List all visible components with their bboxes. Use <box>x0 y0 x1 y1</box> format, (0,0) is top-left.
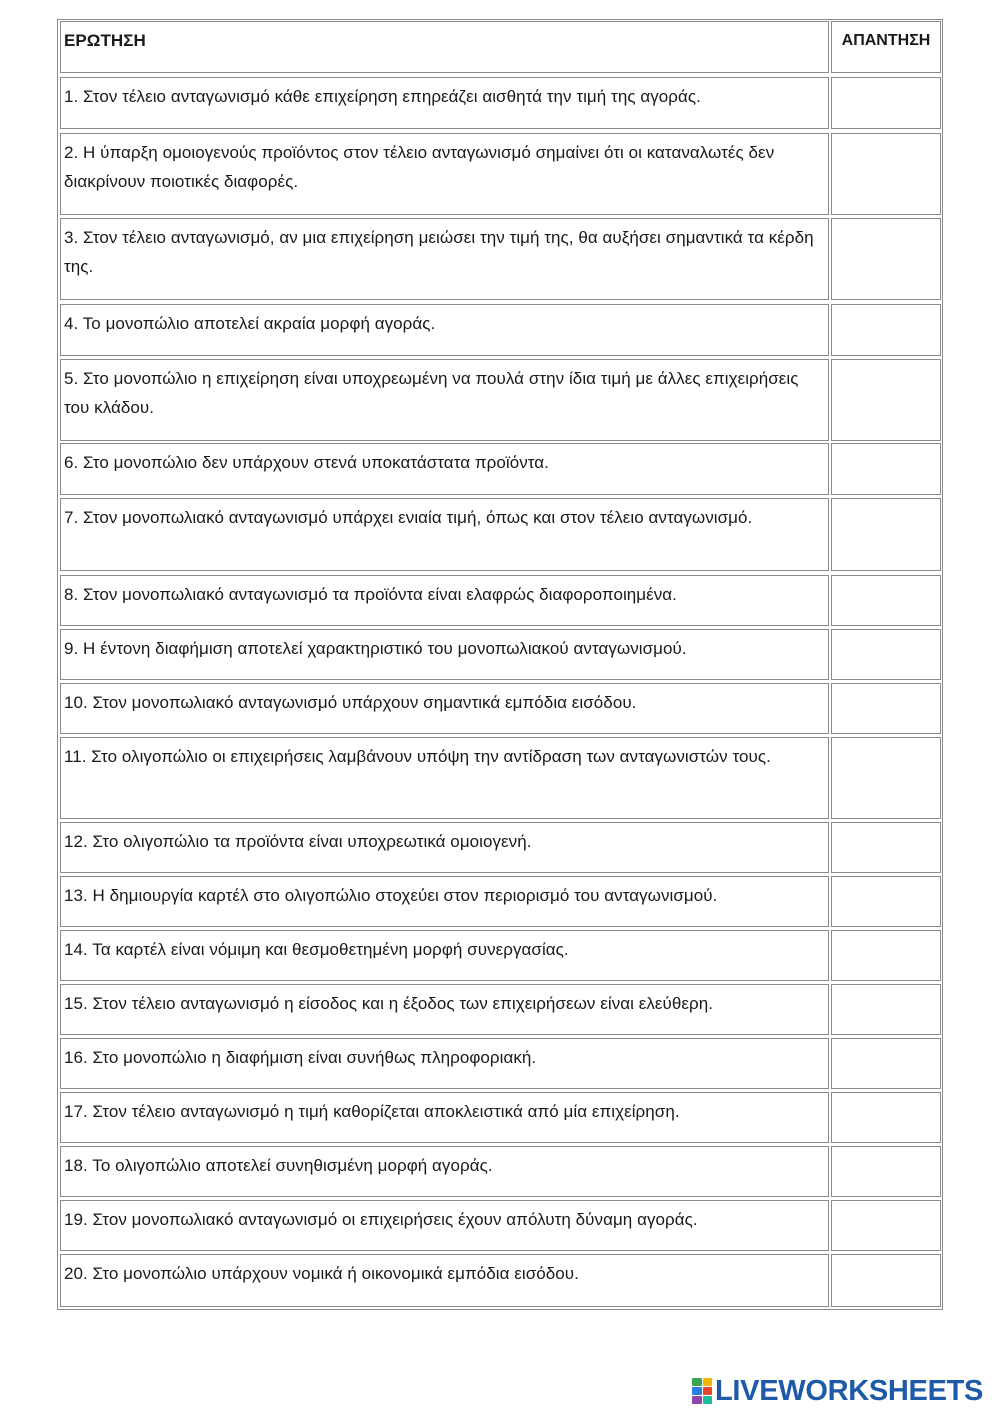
answer-cell-3[interactable] <box>831 218 941 300</box>
liveworksheets-logo <box>692 1376 983 1406</box>
answer-cell-18[interactable] <box>831 1146 941 1197</box>
answer-cell-20[interactable] <box>831 1254 941 1307</box>
question-cell-20: 20. Στο μονοπώλιο υπάρχουν νομικά ή οικονομικά εμπόδια εισόδου. <box>60 1254 829 1307</box>
answer-column-header: ΑΠΑΝΤΗΣΗ <box>831 21 941 73</box>
question-cell-17: 17. Στον τέλειο ανταγωνισμό η τιμή καθορίζεται αποκλειστικά από μία επιχείρηση. <box>60 1092 829 1143</box>
question-cell-11: 11. Στο ολιγοπώλιο οι επιχειρήσεις λαμβάνουν υπόψη την αντίδραση των ανταγωνιστών τους. <box>60 737 829 819</box>
answer-cell-9[interactable] <box>831 629 941 680</box>
answer-cell-17[interactable] <box>831 1092 941 1143</box>
question-cell-19: 19. Στον μονοπωλιακό ανταγωνισμό οι επιχειρήσεις έχουν απόλυτη δύναμη αγοράς. <box>60 1200 829 1251</box>
question-cell-16: 16. Στο μονοπώλιο η διαφήμιση είναι συνήθως πληροφοριακή. <box>60 1038 829 1089</box>
question-cell-14: 14. Τα καρτέλ είναι νόμιμη και θεσμοθετημένη μορφή συνεργασίας. <box>60 930 829 981</box>
question-cell-6: 6. Στο μονοπώλιο δεν υπάρχουν στενά υποκατάστατα προϊόντα. <box>60 443 829 495</box>
answer-cell-6[interactable] <box>831 443 941 495</box>
answer-cell-2[interactable] <box>831 133 941 215</box>
question-cell-18: 18. Το ολιγοπώλιο αποτελεί συνηθισμένη μορφή αγοράς. <box>60 1146 829 1197</box>
question-cell-1: 1. Στον τέλειο ανταγωνισμό κάθε επιχείρηση επηρεάζει αισθητά την τιμή της αγοράς. <box>60 77 829 129</box>
answer-cell-5[interactable] <box>831 359 941 441</box>
liveworksheets-logo-text: LIVEWORKSHEETS <box>715 1374 984 1407</box>
answer-cell-15[interactable] <box>831 984 941 1035</box>
question-cell-5: 5. Στο μονοπώλιο η επιχείρηση είναι υποχρεωμένη να πουλά στην ίδια τιμή με άλλες επιχειρήσεις του κλάδου. <box>60 359 829 441</box>
question-cell-2: 2. Η ύπαρξη ομοιογενούς προϊόντος στον τέλειο ανταγωνισμό σημαίνει ότι οι καταναλωτές δεν διακρίνουν ποιοτικές διαφορές. <box>60 133 829 215</box>
question-cell-15: 15. Στον τέλειο ανταγωνισμό η είσοδος και η έξοδος των επιχειρήσεων είναι ελεύθερη. <box>60 984 829 1035</box>
question-cell-9: 9. Η έντονη διαφήμιση αποτελεί χαρακτηριστικό του μονοπωλιακού ανταγωνισμού. <box>60 629 829 680</box>
question-cell-7: 7. Στον μονοπωλιακό ανταγωνισμό υπάρχει ενιαία τιμή, όπως και στον τέλειο ανταγωνισμό. <box>60 498 829 571</box>
question-cell-3: 3. Στον τέλειο ανταγωνισμό, αν μια επιχείρηση μειώσει την τιμή της, θα αυξήσει σημαντικά τα κέρδη της. <box>60 218 829 300</box>
answer-cell-7[interactable] <box>831 498 941 571</box>
answer-cell-10[interactable] <box>831 683 941 734</box>
question-cell-10: 10. Στον μονοπωλιακό ανταγωνισμό υπάρχουν σημαντικά εμπόδια εισόδου. <box>60 683 829 734</box>
question-cell-4: 4. Το μονοπώλιο αποτελεί ακραία μορφή αγοράς. <box>60 304 829 356</box>
question-cell-12: 12. Στο ολιγοπώλιο τα προϊόντα είναι υποχρεωτικά ομοιογενή. <box>60 822 829 873</box>
answer-cell-14[interactable] <box>831 930 941 981</box>
liveworksheets-logo-icon <box>692 1378 712 1404</box>
answer-cell-8[interactable] <box>831 575 941 626</box>
answer-cell-13[interactable] <box>831 876 941 927</box>
answer-cell-16[interactable] <box>831 1038 941 1089</box>
question-cell-8: 8. Στον μονοπωλιακό ανταγωνισμό τα προϊόντα είναι ελαφρώς διαφοροποιημένα. <box>60 575 829 626</box>
answer-cell-12[interactable] <box>831 822 941 873</box>
answer-cell-1[interactable] <box>831 77 941 129</box>
answer-cell-4[interactable] <box>831 304 941 356</box>
question-column-header: ΕΡΩΤΗΣΗ <box>60 21 829 73</box>
answer-cell-19[interactable] <box>831 1200 941 1251</box>
question-cell-13: 13. Η δημιουργία καρτέλ στο ολιγοπώλιο στοχεύει στον περιορισμό του ανταγωνισμού. <box>60 876 829 927</box>
answer-cell-11[interactable] <box>831 737 941 819</box>
